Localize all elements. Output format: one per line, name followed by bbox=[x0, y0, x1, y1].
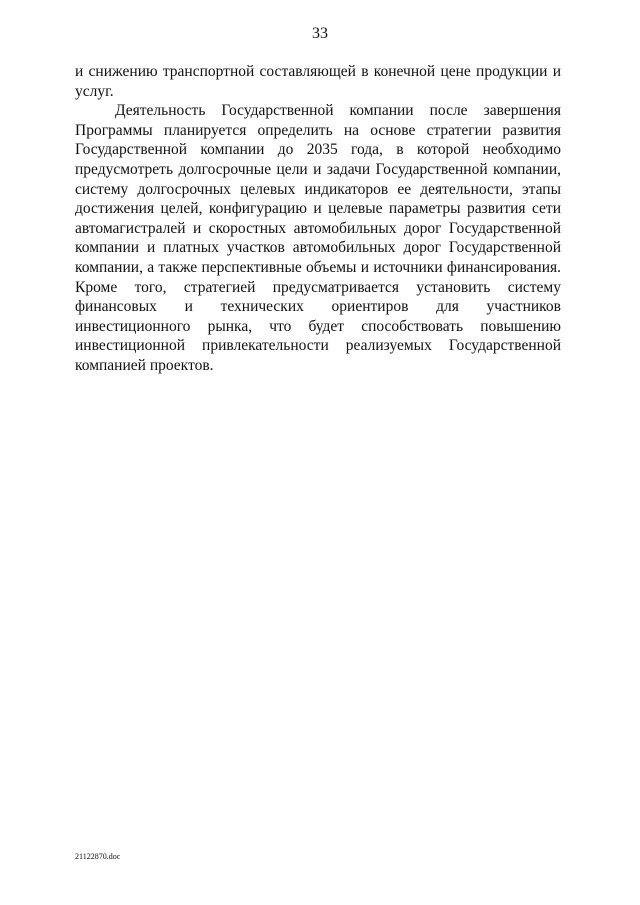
page-number: 33 bbox=[312, 25, 328, 42]
paragraph-strategy: Деятельность Государственной компании после завершения Программы планируется определить на основе стратегии развития Государственной компании до 2035 года, в которой необходимо предусмотреть долгосрочные цели и задачи Государственной компании, систему долгосрочных целевых индикаторов ее деятельности, этапы достижения целей, конфигурацию и целевые параметры развития сети автомагистралей и скоростных автомобильных дорог Государственной компании и платных участков автомобильных дорог Государственной компании, а также перспективные объемы и источники финансирования. Кроме того, стратегией предусматривается установить систему финансовых и технических ориентиров для участников инвестиционного рынка, что будет способствовать повышению инвестиционной привлекательности реализуемых Государственной компанией проектов. bbox=[75, 102, 561, 374]
paragraph-continuation: и снижению транспортной составляющей в конечной цене продукции и услуг. bbox=[75, 63, 561, 100]
document-filename: 21122870.doc bbox=[75, 852, 121, 861]
document-body bbox=[75, 62, 561, 376]
